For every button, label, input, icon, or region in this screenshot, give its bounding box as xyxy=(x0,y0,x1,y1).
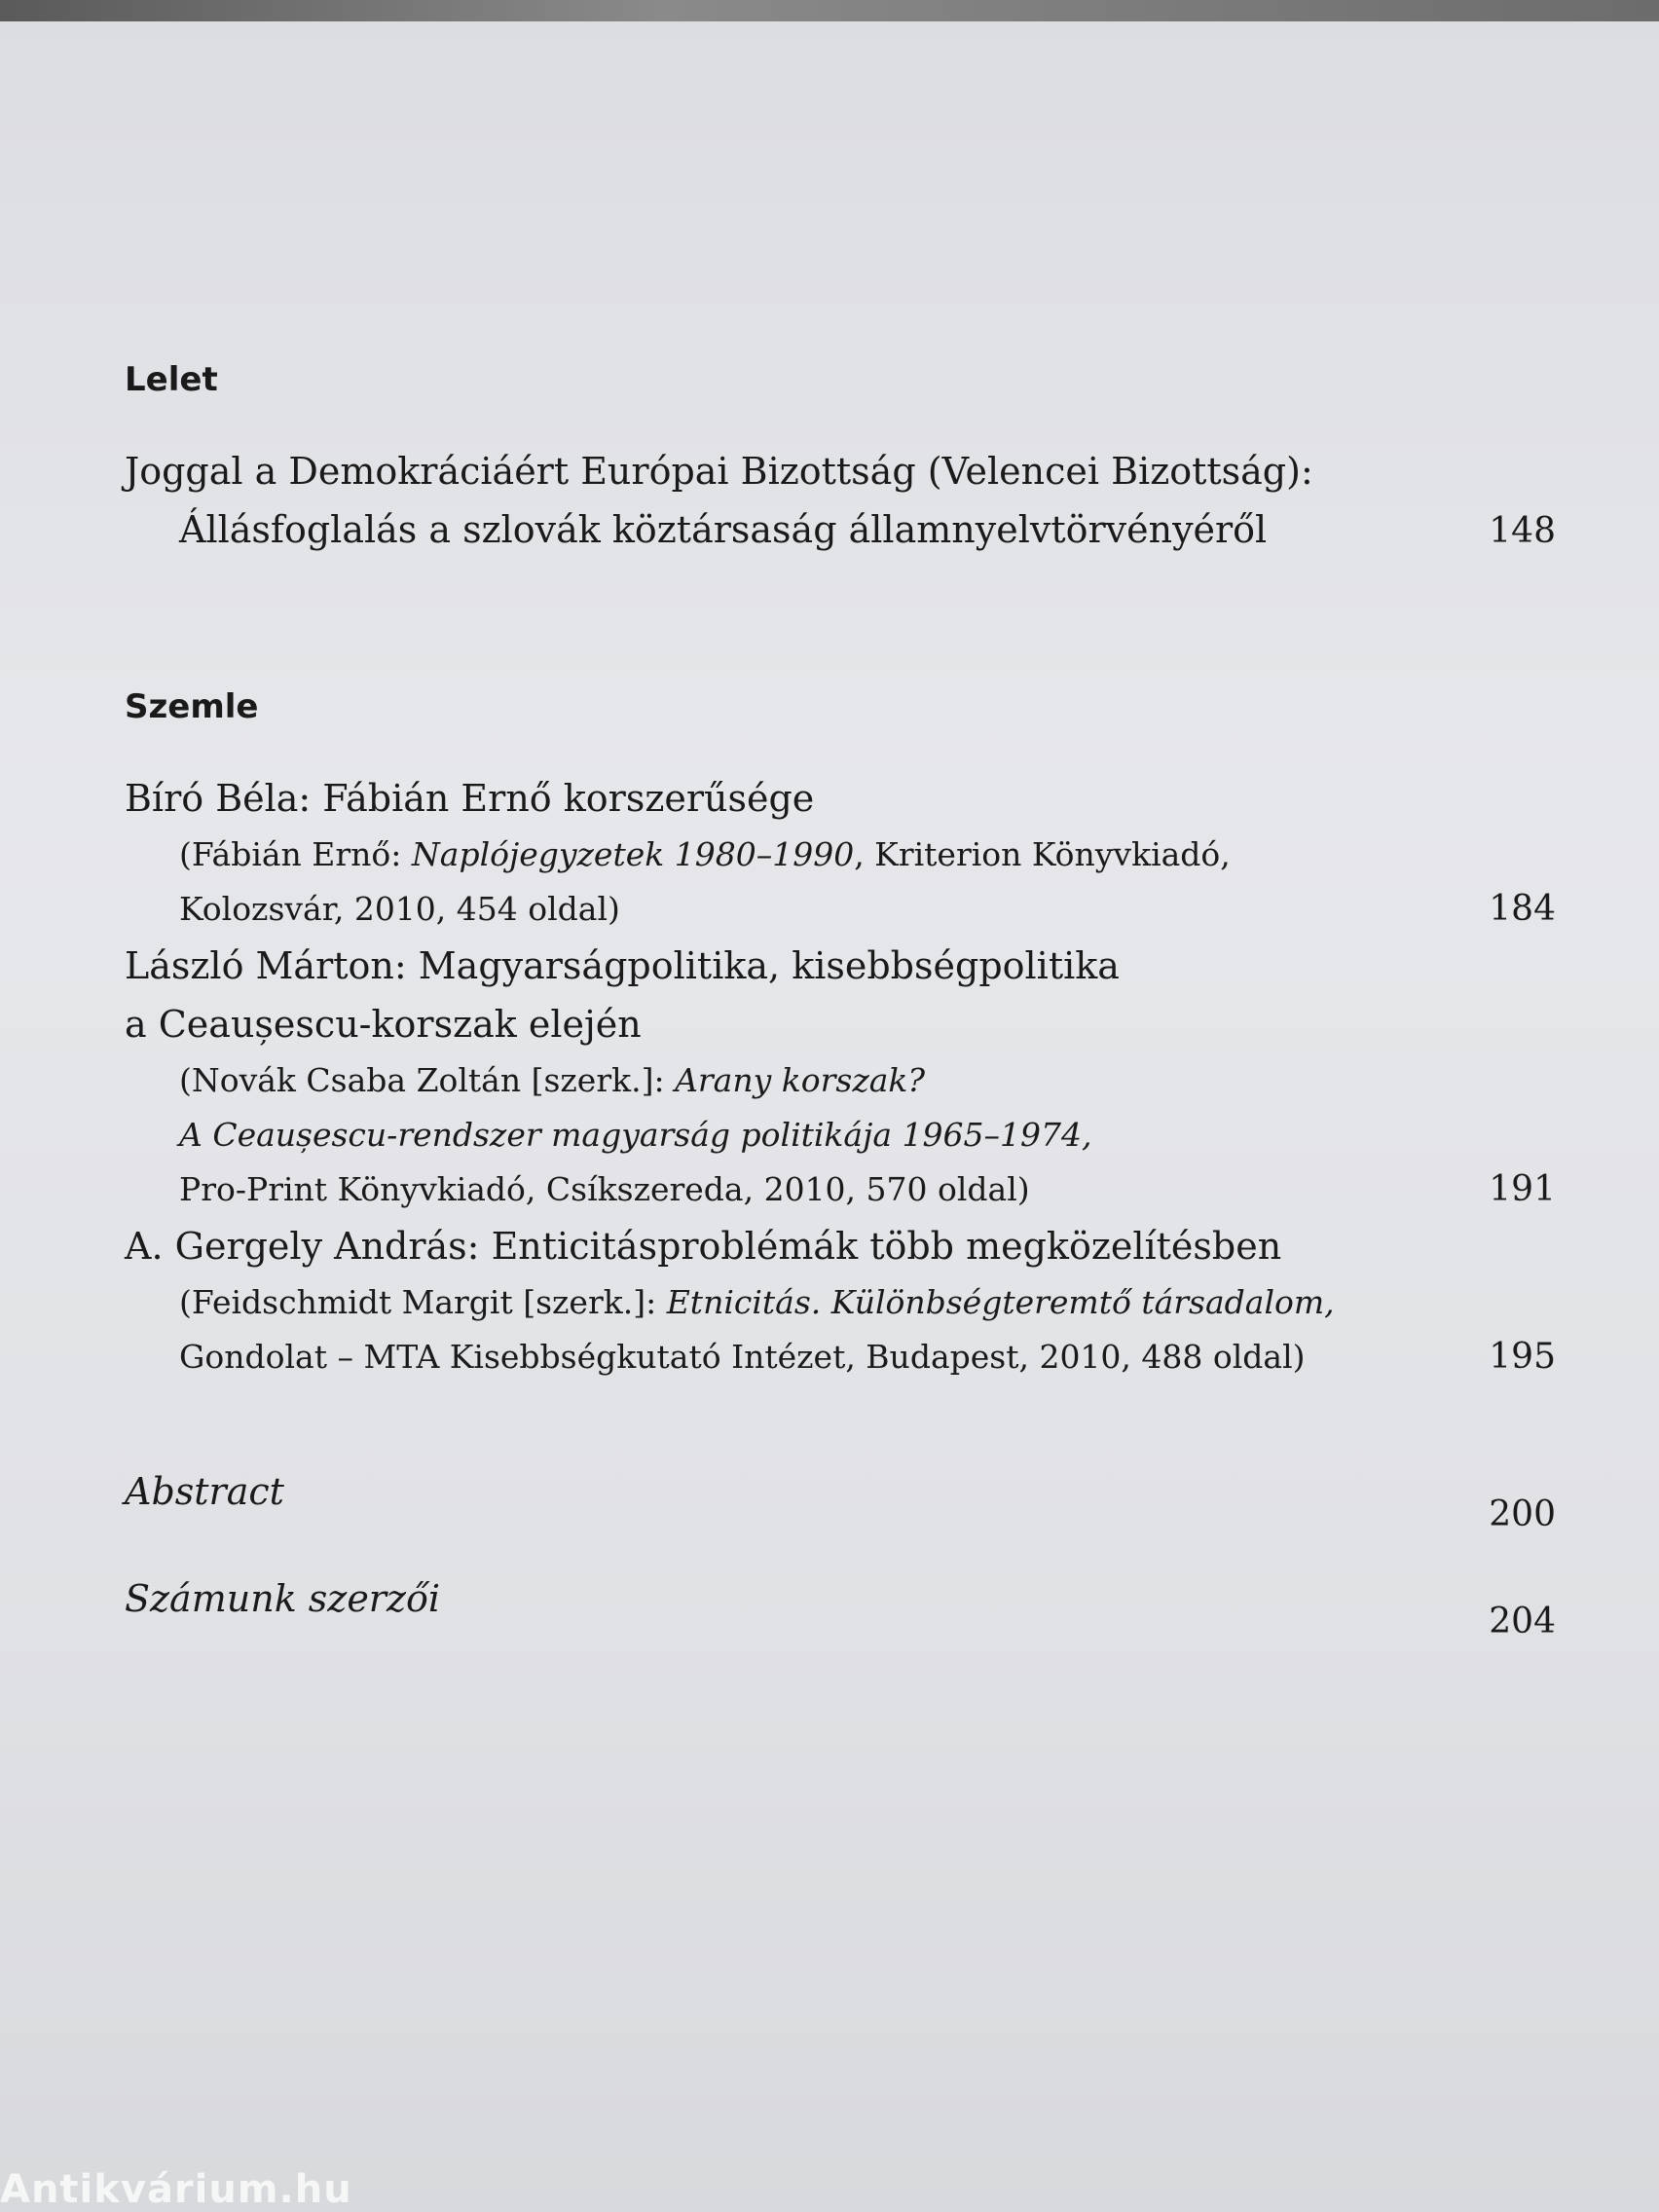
entry-subtitle-text: , Kriterion Könyvkiadó, xyxy=(854,835,1231,873)
entry-title: Bíró Béla: Fábián Ernő korszerűsége xyxy=(125,777,815,820)
entry-subtitle xyxy=(125,1053,1556,1108)
entry-subtitle-text: (Feidschmidt Margit [szerk.]: xyxy=(179,1283,667,1321)
section-heading-lelet: Lelet xyxy=(125,360,218,399)
entry-publication-info: Pro-Print Könyvkiadó, Csíkszereda, 2010, 570 oldal) xyxy=(179,1170,1030,1208)
entry-title-cont: a Ceaușescu-korszak elején xyxy=(125,1003,642,1046)
toc-entry-laszlo xyxy=(125,937,1556,1217)
entry-title: Számunk szerzői xyxy=(125,1577,441,1620)
page-number: 191 xyxy=(1489,1169,1556,1209)
entry-subtitle-text: (Fábián Ernő: xyxy=(179,835,412,873)
entry-book-title: Etnicitás. Különbségteremtő társadalom, xyxy=(666,1283,1335,1321)
toc-entry-velencei xyxy=(125,442,1556,559)
entry-publication-info: Gondolat – MTA Kisebbségkutató Intézet, Budapest, 2010, 488 oldal) xyxy=(179,1338,1306,1376)
entry-subtitle xyxy=(125,1275,1556,1330)
page-number: 148 xyxy=(1489,511,1556,551)
page-number: 204 xyxy=(1489,1602,1556,1641)
entry-book-title: Arany korszak? xyxy=(675,1061,926,1099)
watermark-logo: Antikvárium.hu xyxy=(0,2167,352,2212)
entry-publication-info: Kolozsvár, 2010, 454 oldal) xyxy=(179,890,620,928)
page-number: 200 xyxy=(1489,1494,1556,1534)
section-heading-szemle: Szemle xyxy=(125,687,259,726)
entry-subtitle-text: (Novák Csaba Zoltán [szerk.]: xyxy=(179,1061,676,1099)
page-number: 184 xyxy=(1489,889,1556,929)
toc-entry-abstract xyxy=(125,1462,1556,1534)
toc-entry-biro xyxy=(125,769,1556,937)
toc-entry-authors xyxy=(125,1569,1556,1641)
entry-title: Joggal a Demokráciáért Európai Bizottság (Velencei Bizottság): xyxy=(125,450,1313,493)
entry-title-cont: Állásfoglalás a szlovák köztársaság államnyelvtörvényéről xyxy=(179,508,1268,551)
entry-title: László Márton: Magyarságpolitika, kisebbségpolitika xyxy=(125,944,1120,987)
entry-book-title-cont: A Ceaușescu-rendszer magyarság politikája 1965–1974, xyxy=(179,1116,1092,1154)
book-page xyxy=(0,21,1659,2212)
entry-title: A. Gergely András: Enticitásproblémák több megközelítésben xyxy=(125,1225,1282,1268)
entry-book-title: Naplójegyzetek 1980–1990 xyxy=(411,835,855,873)
toc-entry-gergely xyxy=(125,1217,1556,1384)
page-number: 195 xyxy=(1489,1337,1556,1377)
top-background-strip xyxy=(0,0,1659,21)
entry-subtitle xyxy=(125,828,1556,882)
entry-title: Abstract xyxy=(125,1470,284,1513)
table-of-contents xyxy=(125,313,1556,1641)
